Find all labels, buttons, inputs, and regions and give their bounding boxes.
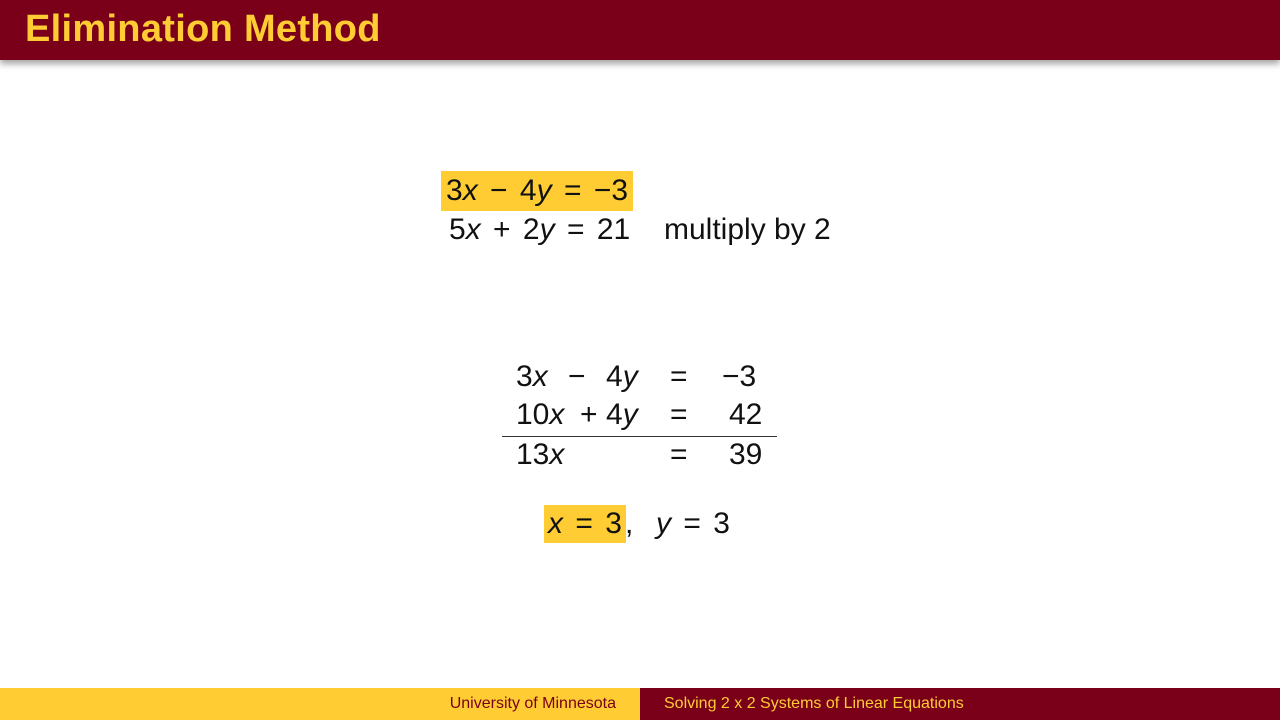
solution-y-equals: =: [683, 507, 701, 540]
eq1-operator: −: [490, 174, 508, 207]
elim-result-coef-x: 13: [516, 438, 550, 471]
solution-y: [656, 505, 730, 543]
elim-row1-var-y: y: [622, 360, 638, 393]
elim-row1-equals: =: [670, 360, 688, 393]
eq2-rhs: 21: [596, 213, 631, 246]
elim-row1-coef-x: 3: [516, 360, 533, 393]
elim-row1-x-term: [516, 358, 548, 396]
eq1-var-x: x: [462, 174, 478, 207]
solution-x-highlighted: [544, 505, 626, 543]
solution-x-var: x: [548, 507, 563, 540]
elim-row1-operator: −: [568, 360, 586, 393]
elim-row2-var-y: y: [622, 398, 638, 431]
solution-x-value: 3: [605, 507, 622, 540]
elim-result-equals: =: [670, 438, 688, 471]
elim-row2-equals: =: [670, 398, 688, 431]
footer-course-title: Solving 2 x 2 Systems of Linear Equations: [664, 695, 964, 712]
eq2-equals: =: [566, 213, 585, 246]
elim-row2-coef-y: 4: [606, 398, 623, 431]
elim-row1-y-term: [606, 358, 638, 396]
elim-row2-var-x: x: [549, 398, 565, 431]
eq1-coef-x: 3: [446, 174, 463, 207]
elim-row1-coef-y: 4: [606, 360, 623, 393]
eq1-var-y: y: [536, 174, 552, 207]
elim-row1-rhs: −3: [722, 360, 757, 393]
eq1-equals: =: [563, 174, 582, 207]
eq1-rhs: −3: [593, 174, 629, 207]
eq2-coef-x: 5: [449, 213, 466, 246]
solution-separator: ,: [625, 507, 634, 540]
elim-row2-rhs: 42: [729, 398, 763, 431]
footer-left-panel: [0, 688, 640, 720]
eq2-var-y: y: [539, 213, 555, 246]
solution-y-var: y: [656, 507, 671, 540]
slide-header: [0, 0, 1280, 60]
equation-2: [449, 210, 630, 250]
elim-result-x-term: [516, 436, 564, 474]
elim-row2-x-term: [516, 396, 564, 434]
elim-result-rhs: 39: [729, 438, 763, 471]
solution-x-equals: =: [575, 507, 593, 540]
eq2-coef-y: 2: [522, 213, 540, 246]
footer-right-panel: [640, 688, 1280, 720]
footer-institution: University of Minnesota: [449, 695, 616, 712]
eq2-operator: +: [493, 213, 511, 246]
elim-row1-var-x: x: [532, 360, 548, 393]
eq2-var-x: x: [465, 213, 481, 246]
eq1-coef-y: 4: [519, 174, 537, 207]
solution-y-value: 3: [713, 507, 730, 540]
elim-result-var-x: x: [549, 438, 565, 471]
elim-row2-y-term: [606, 396, 638, 434]
elim-row2-coef-x: 10: [516, 398, 550, 431]
slide-title: Elimination Method: [25, 8, 381, 50]
multiply-note: multiply by 2: [664, 213, 831, 246]
elim-row2-operator: +: [580, 398, 598, 431]
equation-1-highlighted: [441, 171, 633, 211]
